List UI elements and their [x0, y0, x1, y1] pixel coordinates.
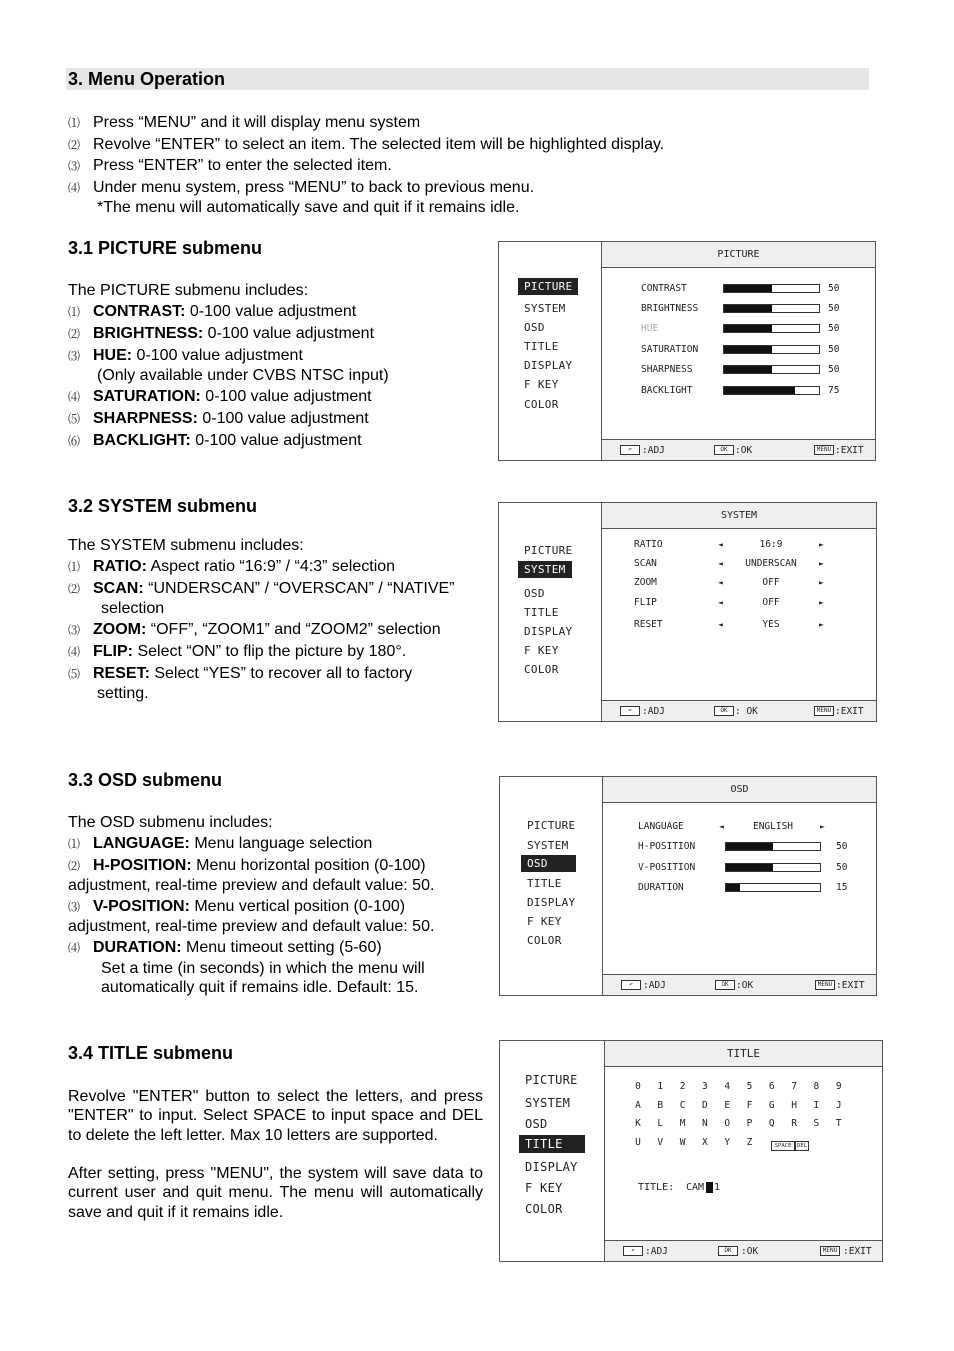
osd-intro: The OSD submenu includes:: [68, 814, 273, 831]
title-heading: 3.4 TITLE submenu: [68, 1043, 234, 1063]
character-key: K: [635, 1118, 641, 1129]
character-key: 6: [768, 1081, 775, 1092]
character-key: S: [813, 1118, 820, 1129]
arrow-left-icon: ◄: [719, 822, 724, 831]
menu-item-color: COLOR: [524, 663, 559, 676]
intro-step-2: ⑵ Revolve “ENTER” to select an item. The selected item will be highlighted display.: [68, 136, 665, 153]
intro-step-3: ⑶ Press “ENTER” to enter the selected item.: [68, 157, 392, 174]
menu-item-fkey: F KEY: [524, 378, 559, 391]
picture-item: ⑵ BRIGHTNESS: 0-100 value adjustment: [68, 325, 375, 342]
setting-value: 16:9: [759, 539, 783, 550]
hue-note: (Only available under CVBS NTSC input): [97, 367, 389, 384]
osd-item-cont: adjustment, real-time preview and default value: 50.: [68, 918, 435, 935]
setting-value: 50: [828, 303, 840, 314]
menu-item-fkey: F KEY: [525, 1181, 563, 1195]
return-icon: ↶: [620, 706, 640, 716]
character-key: V: [657, 1136, 664, 1148]
setting-value: 75: [828, 385, 840, 396]
ok-hint: :OK: [735, 445, 753, 456]
ok-hint: : OK: [735, 706, 758, 717]
ok-key-icon: OK: [714, 706, 734, 716]
reset-cont: setting.: [97, 685, 149, 702]
character-key: F: [746, 1099, 753, 1111]
character-key: 2: [679, 1081, 686, 1092]
menu-item-picture: PICTURE: [524, 544, 573, 557]
space-key: SPACE: [771, 1141, 795, 1151]
menu-item-osd: OSD: [525, 1117, 548, 1131]
osd-footer: [602, 700, 876, 721]
osd-footer: [603, 974, 876, 995]
setting-value: 50: [828, 344, 840, 355]
picture-item: ⑶ HUE: 0-100 value adjustment: [68, 347, 303, 364]
menu-item-picture: PICTURE: [527, 819, 576, 832]
system-item: ⑷ FLIP: Select “ON” to flip the picture by 180°.: [68, 643, 407, 660]
ok-key-icon: OK: [718, 1246, 738, 1256]
character-key: G: [768, 1099, 775, 1111]
setting-value: 50: [836, 862, 848, 873]
menu-item-system: SYSTEM: [524, 302, 566, 315]
osd-footer: [605, 1240, 882, 1261]
picture-intro: The PICTURE submenu includes:: [68, 282, 309, 299]
menu-key-icon: MENU: [820, 1246, 840, 1256]
setting-label: H-POSITION: [638, 841, 696, 852]
system-item: ⑸ RESET: Select “YES” to recover all to factory: [68, 665, 413, 682]
setting-value: OFF: [762, 577, 780, 588]
osd-menu-column: [499, 242, 602, 460]
menu-key-icon: MENU: [814, 445, 834, 455]
arrow-right-icon: ►: [820, 822, 825, 831]
osd-item: ⑴ LANGUAGE: Menu language selection: [68, 835, 373, 852]
osd-title: SYSTEM: [602, 503, 876, 529]
osd-item: ⑶ V-POSITION: Menu vertical position (0-100): [68, 898, 406, 915]
character-key: N: [702, 1118, 708, 1129]
osd-title: PICTURE: [602, 242, 875, 268]
character-key: 8: [813, 1081, 820, 1092]
picture-item: ⑸ SHARPNESS: 0-100 value adjustment: [68, 410, 369, 427]
character-key: 4: [724, 1081, 731, 1092]
adj-hint: :ADJ: [642, 445, 665, 456]
arrow-left-icon: ◄: [718, 578, 723, 587]
adj-hint: :ADJ: [643, 980, 666, 991]
exit-hint: :EXIT: [835, 445, 864, 456]
setting-value: YES: [762, 619, 780, 630]
arrow-right-icon: ►: [819, 598, 824, 607]
osd-menu-column: [499, 503, 602, 721]
value-bar: [725, 863, 821, 872]
title-paragraph-2: After setting, press "MENU", the system will save data to current user and quit menu. The menu will automatically save and quit if it remains idle.: [68, 1165, 483, 1221]
arrow-right-icon: ►: [819, 620, 824, 629]
setting-label: LANGUAGE: [638, 821, 684, 832]
menu-item-system: SYSTEM: [518, 561, 572, 578]
intro-step-4: ⑷ Under menu system, press “MENU” to back to previous menu.: [68, 179, 535, 196]
setting-label: HUE: [641, 323, 659, 334]
picture-item: ⑷ SATURATION: 0-100 value adjustment: [68, 388, 372, 405]
picture-item: ⑴ CONTRAST: 0-100 value adjustment: [68, 303, 357, 320]
menu-item-osd: OSD: [521, 855, 576, 872]
return-icon: ↶: [621, 980, 641, 990]
character-key: W: [679, 1136, 686, 1148]
title-entry-text: CAM: [686, 1182, 705, 1193]
scan-cont: selection: [101, 600, 165, 617]
value-bar: [725, 842, 821, 851]
character-key: T: [835, 1118, 842, 1129]
setting-label: RESET: [634, 619, 663, 630]
character-key: 9: [835, 1081, 842, 1092]
arrow-left-icon: ◄: [718, 620, 723, 629]
character-key: O: [724, 1118, 731, 1129]
character-key: M: [679, 1118, 686, 1129]
setting-label: ZOOM: [634, 577, 657, 588]
setting-label: RATIO: [634, 539, 663, 550]
del-key: DEL: [795, 1141, 809, 1151]
menu-item-display: DISPLAY: [525, 1160, 578, 1174]
value-bar: [723, 284, 820, 293]
character-key: D: [702, 1099, 708, 1111]
character-key: U: [635, 1136, 641, 1148]
osd-heading: 3.3 OSD submenu: [68, 770, 223, 790]
value-bar: [723, 365, 820, 374]
menu-item-display: DISPLAY: [524, 359, 573, 372]
arrow-right-icon: ►: [819, 540, 824, 549]
menu-item-color: COLOR: [524, 398, 559, 411]
adj-hint: :ADJ: [642, 706, 665, 717]
character-key: J: [835, 1099, 842, 1111]
menu-item-fkey: F KEY: [524, 644, 559, 657]
arrow-left-icon: ◄: [718, 559, 723, 568]
menu-item-system: SYSTEM: [527, 839, 569, 852]
system-item: ⑶ ZOOM: “OFF”, “ZOOM1” and “ZOOM2” selection: [68, 621, 441, 638]
setting-value: 50: [828, 364, 840, 375]
setting-value: 50: [836, 841, 848, 852]
adj-hint: :ADJ: [645, 1246, 668, 1257]
value-bar: [725, 883, 821, 892]
title-paragraph-1: Revolve "ENTER" button to select the letters, and press "ENTER" to input. Select SPACE to input space and DEL to delete the left letter. Max 10 letters are supported.: [68, 1088, 483, 1144]
ok-key-icon: OK: [715, 980, 735, 990]
menu-item-color: COLOR: [525, 1202, 563, 1216]
ok-hint: :OK: [736, 980, 754, 991]
menu-item-system: SYSTEM: [525, 1096, 571, 1110]
character-key: Q: [768, 1118, 775, 1129]
osd-item-cont: adjustment, real-time preview and default value: 50.: [68, 877, 435, 894]
menu-key-icon: MENU: [814, 706, 834, 716]
setting-value: 15: [836, 882, 848, 893]
ok-hint: :OK: [741, 1246, 759, 1257]
intro-note: *The menu will automatically save and quit if it remains idle.: [97, 199, 520, 216]
setting-value: UNDERSCAN: [745, 558, 797, 569]
menu-item-picture: PICTURE: [525, 1073, 578, 1087]
character-key: 5: [746, 1081, 753, 1092]
menu-item-title: TITLE: [524, 606, 559, 619]
exit-hint: :EXIT: [835, 706, 864, 717]
character-key: R: [791, 1118, 797, 1129]
character-key: C: [679, 1099, 686, 1111]
setting-label: SATURATION: [641, 344, 699, 355]
menu-item-color: COLOR: [527, 934, 562, 947]
character-key: 3: [702, 1081, 708, 1092]
setting-value: 50: [828, 283, 840, 294]
arrow-right-icon: ►: [819, 578, 824, 587]
menu-item-osd: OSD: [524, 321, 545, 334]
section-heading: 3. Menu Operation: [68, 69, 226, 89]
setting-label: DURATION: [638, 882, 684, 893]
value-bar: [723, 386, 820, 395]
return-icon: ↶: [623, 1246, 643, 1256]
exit-hint: :EXIT: [836, 980, 865, 991]
osd-title: TITLE: [605, 1041, 882, 1067]
menu-item-title: TITLE: [524, 340, 559, 353]
osd-item: ⑷ DURATION: Menu timeout setting (5-60): [68, 939, 382, 956]
title-entry-label: TITLE:: [638, 1182, 675, 1193]
system-osd-screenshot: [498, 502, 877, 722]
picture-osd-screenshot: [498, 241, 876, 461]
character-key: 7: [791, 1081, 797, 1092]
character-key: X: [702, 1136, 708, 1148]
character-key: L: [657, 1118, 664, 1129]
menu-item-fkey: F KEY: [527, 915, 562, 928]
arrow-left-icon: ◄: [718, 598, 723, 607]
system-intro: The SYSTEM submenu includes:: [68, 537, 304, 554]
menu-item-display: DISPLAY: [527, 896, 576, 909]
character-key: I: [813, 1099, 820, 1111]
arrow-right-icon: ►: [819, 559, 824, 568]
menu-item-title: TITLE: [519, 1135, 585, 1153]
picture-heading: 3.1 PICTURE submenu: [68, 238, 263, 258]
osd-item-cont: automatically quit if remains idle. Default: 15.: [101, 979, 419, 996]
setting-label: BRIGHTNESS: [641, 303, 699, 314]
system-item: ⑴ RATIO: Aspect ratio “16:9” / “4:3” selection: [68, 558, 396, 575]
setting-label: FLIP: [634, 597, 657, 608]
osd-title: OSD: [603, 777, 876, 803]
menu-item-osd: OSD: [524, 587, 545, 600]
character-key: P: [746, 1118, 753, 1129]
ok-key-icon: OK: [714, 445, 734, 455]
setting-value: 50: [828, 323, 840, 334]
title-entry-text-end: 1: [714, 1182, 721, 1193]
menu-item-display: DISPLAY: [524, 625, 573, 638]
system-item: ⑵ SCAN: “UNDERSCAN” / “OVERSCAN” / “NATIVE”: [68, 580, 455, 597]
intro-step-1: ⑴ Press “MENU” and it will display menu system: [68, 114, 421, 131]
character-key: Z: [746, 1136, 753, 1148]
value-bar: [723, 304, 820, 313]
character-key: A: [635, 1099, 641, 1111]
character-key: 0: [635, 1081, 641, 1092]
character-key: E: [724, 1099, 731, 1111]
setting-label: SCAN: [634, 558, 657, 569]
character-key: 1: [657, 1081, 664, 1092]
osd-footer: [602, 439, 875, 460]
picture-item: ⑹ BACKLIGHT: 0-100 value adjustment: [68, 432, 362, 449]
osd-menu-column: [500, 1041, 605, 1261]
menu-item-title: TITLE: [527, 877, 562, 890]
character-key: Y: [724, 1136, 731, 1148]
menu-item-picture: PICTURE: [518, 278, 578, 295]
cursor-block: [706, 1182, 713, 1193]
section-heading-bar: [66, 68, 869, 90]
setting-value: OFF: [762, 597, 780, 608]
exit-hint: :EXIT: [843, 1246, 872, 1257]
osd-osd-screenshot: [499, 776, 877, 996]
setting-label: SHARPNESS: [641, 364, 693, 375]
title-osd-screenshot: [499, 1040, 883, 1262]
return-icon: ↶: [620, 445, 640, 455]
setting-value: ENGLISH: [752, 821, 794, 832]
setting-label: BACKLIGHT: [641, 385, 693, 396]
osd-item-cont: Set a time (in seconds) in which the menu will: [101, 960, 425, 977]
setting-label: V-POSITION: [638, 862, 696, 873]
value-bar: [723, 324, 820, 333]
setting-label: CONTRAST: [641, 283, 687, 294]
value-bar: [723, 345, 820, 354]
menu-key-icon: MENU: [815, 980, 835, 990]
osd-menu-column: [500, 777, 603, 995]
system-heading: 3.2 SYSTEM submenu: [68, 496, 258, 516]
osd-item: ⑵ H-POSITION: Menu horizontal position (0-100): [68, 857, 426, 874]
character-key: H: [791, 1099, 797, 1111]
arrow-left-icon: ◄: [718, 540, 723, 549]
character-key: B: [657, 1099, 664, 1111]
